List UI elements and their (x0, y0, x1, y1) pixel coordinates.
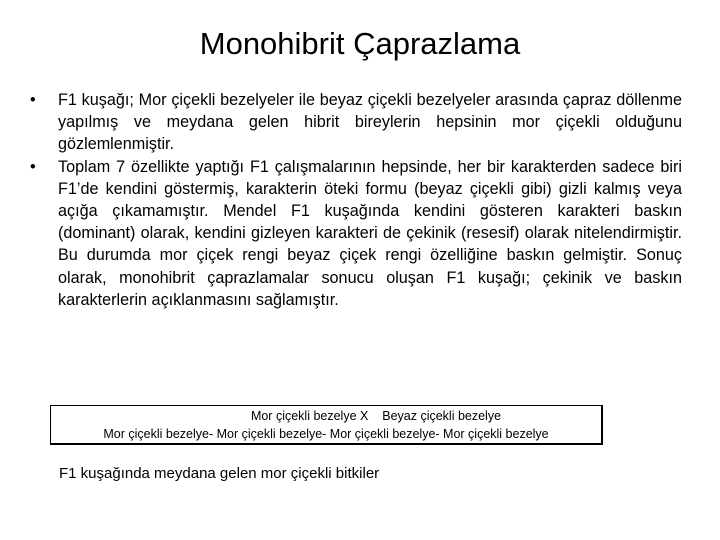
bullet-text: Toplam 7 özellikte yaptığı F1 çalışmalarının hepsinde, her bir karakterden sadece biri F1’de kendini göstermiş, karakterin öteki formu (beyaz çiçekli gibi) gizli kalmış veya açığa çıkamamıştır. Mendel F1 kuşağında kendini gösteren karakteri baskın (dominant) olarak, kendini gizleyen karakteri de çekinik (resesif) olarak nitelendirmiştir. Bu durumda mor çiçek rengi beyaz çiçek rengi özelliğine baskın gelmiştir. Sonuç olarak, monohibrit çaprazlamalar sonucu oluşan F1 kuşağı; çekinik ve baskın karakterlerin açıklanmasını sağlamıştır. (58, 157, 682, 309)
cross-diagram-box (50, 405, 603, 445)
f1-caption: F1 kuşağında meydana gelen mor çiçekli bitkiler (59, 465, 380, 482)
bullet-item (30, 89, 682, 156)
bullet-marker: • (30, 157, 36, 176)
slide-title: Monohibrit Çaprazlama (199, 26, 521, 61)
bullet-item (30, 156, 682, 311)
parent-cross-line: Mor çiçekli bezelye X Beyaz çiçekli bezelye (250, 409, 502, 423)
offspring-line: Mor çiçekli bezelye- Mor çiçekli bezelye- Mor çiçekli bezelye- Mor çiçekli bezelye (103, 427, 549, 441)
bullet-list (30, 89, 682, 311)
bullet-marker: • (30, 91, 36, 109)
bullet-text: F1 kuşağı; Mor çiçekli bezelyeler ile beyaz çiçekli bezelyeler arasında çapraz döllenme yapılmış ve meydana gelen hibrit bireylerin hepsinin mor çiçekli olduğunu gözlemlenmiştir. (58, 91, 682, 154)
